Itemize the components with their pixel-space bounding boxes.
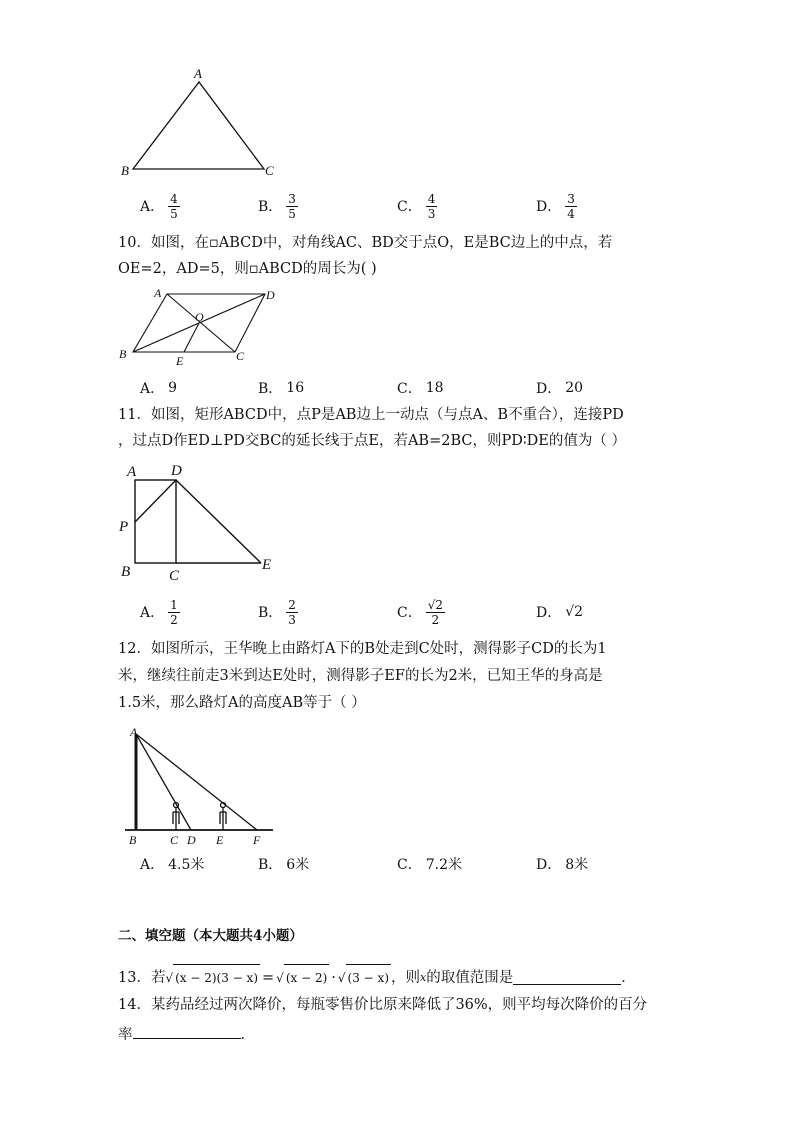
vertex-b: B <box>121 564 131 580</box>
option-label: B． <box>258 381 283 397</box>
rectangle-abcd <box>135 480 176 563</box>
option-value: 7.2米 <box>425 857 462 873</box>
option-value: 16 <box>286 380 305 396</box>
option-label: B． <box>258 199 283 215</box>
vertex-c: C <box>170 833 179 847</box>
q10-option-d[interactable] <box>536 370 583 406</box>
q11-rectangle-figure <box>115 458 290 588</box>
q9-triangle-figure <box>115 62 285 182</box>
fraction: $\frac{1}{2}$ <box>170 597 178 627</box>
q11-option-d[interactable] <box>536 594 583 630</box>
q14-prefix: 率 <box>118 1027 133 1043</box>
vertex-c: C <box>265 163 274 178</box>
option-label: A． <box>140 199 165 215</box>
q12-option-c[interactable] <box>397 846 462 882</box>
q12-stem-line3: 1.5米，那么路灯A的高度AB等于（ ） <box>118 695 366 711</box>
vertex-a: A <box>130 725 138 739</box>
option-value: 6米 <box>286 857 310 873</box>
dot-operator: · <box>331 969 336 986</box>
q11-stem-line1: 11．如图，矩形ABCD中，点P是AB边上一动点（与点A、B不重合），连接PD <box>118 407 624 423</box>
light-ray-ad <box>136 734 191 830</box>
segment-de <box>176 480 261 563</box>
q13-end: ． <box>621 969 636 986</box>
fraction: $\frac{3}{5}$ <box>288 191 296 221</box>
fraction: $\frac{3}{4}$ <box>567 191 575 221</box>
answer-blank[interactable] <box>133 1024 241 1039</box>
option-label: D． <box>536 381 562 397</box>
vertex-a: A <box>154 286 162 300</box>
option-label: A． <box>140 857 165 873</box>
option-value: 8米 <box>565 857 589 873</box>
vertex-e: E <box>176 354 184 368</box>
equals-sign: = <box>262 969 275 986</box>
q13-variable: x <box>420 970 427 984</box>
vertex-b: B <box>121 163 129 178</box>
option-label: A． <box>140 605 165 621</box>
vertex-a: A <box>194 66 202 81</box>
q14-stem-line2 <box>118 1022 678 1048</box>
fraction: $\frac{2}{3}$ <box>288 597 296 627</box>
vertex-b: B <box>119 347 127 361</box>
q12-option-b[interactable] <box>258 846 309 882</box>
answer-blank[interactable] <box>513 970 621 985</box>
q9-option-a[interactable] <box>140 188 180 224</box>
option-value: 4.5米 <box>168 857 205 873</box>
q10-stem-line1: 10．如图，在▫ABCD中，对角线AC、BD交于点O，E是BC边上的中点，若 <box>118 235 613 251</box>
option-label: B． <box>258 857 283 873</box>
option-value: 18 <box>425 380 444 396</box>
q11-option-a[interactable] <box>140 594 180 630</box>
vertex-p: P <box>119 519 129 535</box>
q9-option-c[interactable] <box>397 188 437 224</box>
vertex-a: A <box>127 464 137 480</box>
section-heading: 二、填空题（本大题共4小题） <box>118 928 303 944</box>
segment-oe <box>184 323 199 352</box>
option-label: A． <box>140 381 165 397</box>
option-label: D． <box>536 857 562 873</box>
vertex-c: C <box>236 349 245 363</box>
vertex-e: E <box>262 557 272 573</box>
q11-option-c[interactable] <box>397 594 445 630</box>
radical-3: √ (3 − x) <box>338 964 391 991</box>
vertex-b: B <box>129 833 137 847</box>
q13-stem <box>118 964 678 991</box>
q12-option-d[interactable] <box>536 846 588 882</box>
vertex-d: D <box>171 463 182 479</box>
vertex-d: D <box>266 288 275 302</box>
segment-pd <box>135 480 176 522</box>
option-value: 9 <box>168 380 178 396</box>
person-at-e <box>220 803 226 831</box>
q12-stem-line1: 12．如图所示，王华晚上由路灯A下的B处走到C处时，测得影子CD的长为1 <box>118 641 607 657</box>
vertex-f: F <box>253 833 261 847</box>
person-at-c <box>173 803 179 831</box>
q12-stem-line2: 米，继续往前走3米到达E处时，测得影子EF的长为2米，已知王华的身高是 <box>118 668 603 684</box>
q10-parallelogram-figure <box>115 284 285 369</box>
vertex-e: E <box>216 833 224 847</box>
q9-option-d[interactable] <box>536 188 577 224</box>
q12-option-a[interactable] <box>140 846 204 882</box>
q10-option-b[interactable] <box>258 370 304 406</box>
q12-streetlight-figure <box>115 722 280 850</box>
q11-stem-line2: ，过点D作ED⊥PD交BC的延长线于点E，若AB=2BC，则PD∶DE的值为（ ） <box>118 433 626 449</box>
option-label: D． <box>536 199 562 215</box>
q13-prefix: 13．若 <box>118 969 166 986</box>
q14-end: ． <box>240 1027 255 1043</box>
option-value: √2 <box>565 604 584 620</box>
radical-2: √ (x − 2) <box>276 964 329 991</box>
fraction: $\frac{4}{5}$ <box>170 191 178 221</box>
option-label: D． <box>536 605 562 621</box>
vertex-o: O <box>195 310 204 324</box>
triangle-abc <box>133 82 264 169</box>
q13-mid: ，则 <box>391 969 420 986</box>
option-label: C． <box>397 199 422 215</box>
q10-option-c[interactable] <box>397 370 444 406</box>
option-label: C． <box>397 605 422 621</box>
option-value: 20 <box>565 380 584 396</box>
fraction: $\frac{√2}{2}$ <box>427 597 443 627</box>
q9-option-b[interactable] <box>258 188 298 224</box>
q10-stem-line2: OE=2，AD=5，则▫ABCD的周长为( ) <box>118 261 377 277</box>
vertex-d: D <box>187 833 196 847</box>
option-label: B． <box>258 605 283 621</box>
q11-option-b[interactable] <box>258 594 298 630</box>
option-label: C． <box>397 381 422 397</box>
radical-1: √ (x − 2)(3 − x) <box>165 964 260 991</box>
fraction: $\frac{4}{3}$ <box>427 191 436 221</box>
light-ray-af <box>136 734 257 830</box>
q10-option-a[interactable] <box>140 370 177 406</box>
vertex-c: C <box>169 568 180 584</box>
q14-stem-line1: 14．某药品经过两次降价，每瓶零售价比原来降低了36%，则平均每次降价的百分 <box>118 997 648 1013</box>
q13-suffix: 的取值范围是 <box>426 969 514 986</box>
option-label: C． <box>397 857 422 873</box>
